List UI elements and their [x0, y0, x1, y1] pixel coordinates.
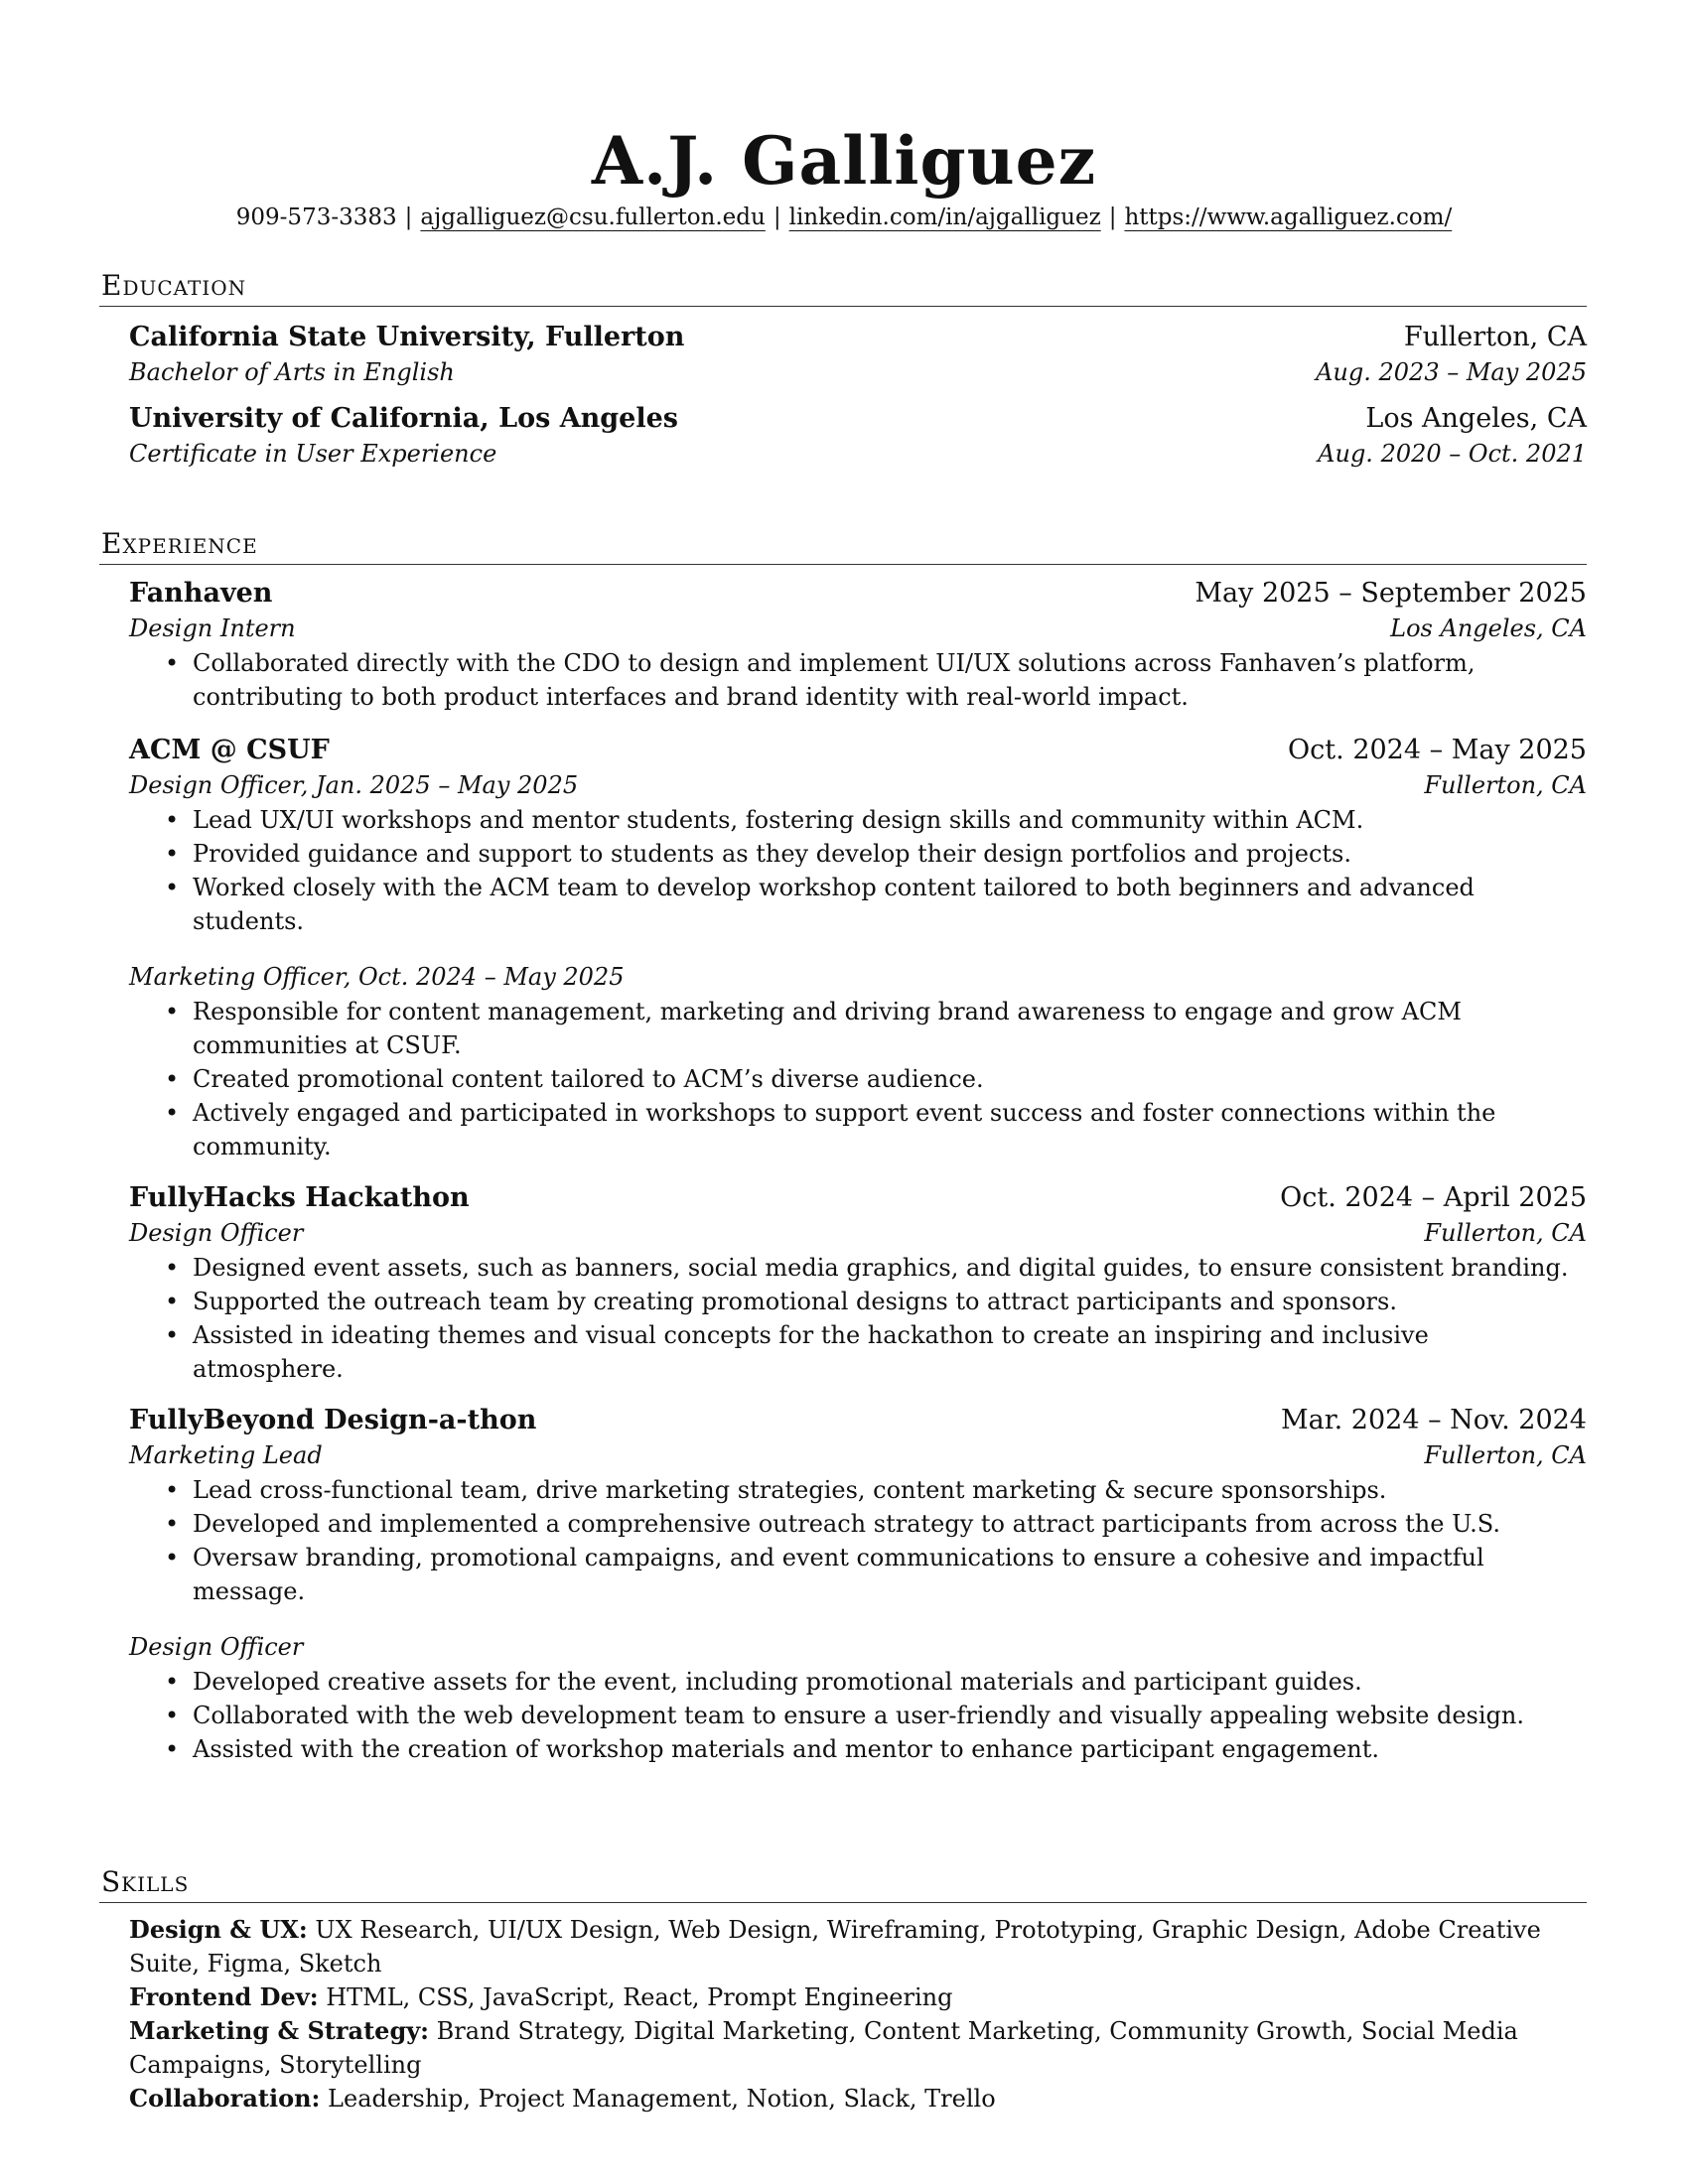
education-heading: Education: [99, 268, 1587, 307]
job-subrole: Design Officer: [129, 1633, 304, 1661]
job-dates: May 2025 – September 2025: [1195, 578, 1587, 609]
contact-separator: |: [773, 205, 781, 230]
bullet-item: • Designed event assets, such as banners, social media graphics, and digital guides, to ensure consistent branding.: [165, 1251, 1587, 1285]
experience-section: [99, 526, 1587, 1766]
education-entry: [129, 319, 1587, 390]
bullet-item: • Created promotional content tailored to ACM’s diverse audience.: [165, 1062, 1587, 1096]
skill-text: UX Research, UI/UX Design, Web Design, Wireframing, Prototyping, Graphic Design, Adobe Creative Suite, Figma, Sketch: [129, 1916, 1541, 1978]
job-dates: Oct. 2024 – May 2025: [1288, 735, 1587, 765]
job-location: Los Angeles, CA: [1390, 614, 1587, 642]
job-role: Marketing Lead: [129, 1441, 323, 1469]
job-role: Design Officer: [129, 1219, 304, 1247]
skill-line: [129, 1913, 1587, 1980]
bullet-item: • Responsible for content management, marketing and driving brand awareness to engage and grow ACM communities at CSUF.: [165, 995, 1587, 1062]
education-dates: Aug. 2020 – Oct. 2021: [1318, 440, 1587, 468]
skill-line: [129, 2082, 1587, 2116]
degree: Certificate in User Experience: [129, 440, 497, 468]
job-location: Fullerton, CA: [1424, 771, 1587, 799]
bullet-item: • Oversaw branding, promotional campaigns, and event communications to ensure a cohesive and impactful message.: [165, 1541, 1587, 1608]
school-name: University of California, Los Angeles: [129, 403, 678, 434]
bullet-item: • Assisted in ideating themes and visual concepts for the hackathon to create an inspiring and inclusive atmosphere.: [165, 1318, 1587, 1386]
contact-separator: |: [1108, 205, 1117, 230]
bullet-item: • Supported the outreach team by creating promotional designs to attract participants and sponsors.: [165, 1285, 1587, 1318]
experience-heading: Experience: [99, 526, 1587, 565]
skill-label: Collaboration:: [129, 2084, 321, 2113]
bullet-item: • Collaborated directly with the CDO to design and implement UI/UX solutions across Fanhaven’s platform, contributing to both product interfaces and brand identity with real-world impact.: [165, 646, 1587, 714]
job-entry: [129, 1179, 1587, 1386]
skill-line: [129, 2014, 1587, 2082]
job-role: Design Officer, Jan. 2025 – May 2025: [129, 771, 579, 799]
bullet-item: • Lead UX/UI workshops and mentor students, fostering design skills and community within ACM.: [165, 803, 1587, 837]
email-link[interactable]: ajgalliguez@csu.fullerton.edu: [420, 205, 766, 230]
job-organization: Fanhaven: [129, 578, 273, 609]
job-organization: ACM @ CSUF: [129, 735, 330, 765]
contact-separator: |: [404, 205, 413, 230]
skill-text: HTML, CSS, JavaScript, React, Prompt Engineering: [326, 1983, 953, 2011]
school-name: California State University, Fullerton: [129, 322, 685, 352]
education-dates: Aug. 2023 – May 2025: [1316, 358, 1587, 386]
bullet-item: • Lead cross-functional team, drive marketing strategies, content marketing & secure sponsorships.: [165, 1473, 1587, 1507]
education-section: [99, 268, 1587, 472]
job-role: Design Intern: [129, 614, 296, 642]
phone-number: 909-573-3383: [235, 205, 397, 230]
bullet-item: • Provided guidance and support to students as they develop their design portfolios and projects.: [165, 837, 1587, 871]
linkedin-link[interactable]: linkedin.com/in/ajgalliguez: [788, 205, 1101, 230]
job-entry: [129, 732, 1587, 1163]
job-location: Fullerton, CA: [1424, 1219, 1587, 1247]
skill-text: Leadership, Project Management, Notion, Slack, Trello: [328, 2085, 996, 2113]
school-location: Fullerton, CA: [1403, 322, 1587, 352]
bullet-item: • Developed and implemented a comprehensive outreach strategy to attract participants from across the U.S.: [165, 1507, 1587, 1541]
bullet-item: • Collaborated with the web development team to ensure a user-friendly and visually appealing website design.: [165, 1699, 1587, 1732]
bullet-item: • Actively engaged and participated in workshops to support event success and foster connections within the community.: [165, 1096, 1587, 1163]
job-organization: FullyBeyond Design-a-thon: [129, 1405, 537, 1435]
skill-line: [129, 1980, 1587, 2014]
resume-name: A.J. Galliguez: [591, 122, 1097, 200]
school-location: Los Angeles, CA: [1365, 403, 1587, 434]
job-dates: Oct. 2024 – April 2025: [1280, 1182, 1587, 1213]
skill-label: Marketing & Strategy:: [129, 2016, 430, 2045]
subrole-bullets: [129, 995, 1587, 1163]
bullet-item: • Developed creative assets for the event, including promotional materials and participant guides.: [165, 1665, 1587, 1699]
skill-label: Frontend Dev:: [129, 1982, 319, 2011]
job-bullets: [129, 1473, 1587, 1608]
skills-section: [99, 1864, 1587, 2116]
skill-text: Brand Strategy, Digital Marketing, Content Marketing, Community Growth, Social Media Campaigns, Storytelling: [129, 2017, 1518, 2079]
education-entry: [129, 400, 1587, 472]
contact-line: [0, 203, 1688, 232]
job-subrole: Marketing Officer, Oct. 2024 – May 2025: [129, 963, 625, 991]
job-bullets: [129, 646, 1587, 714]
skills-heading: Skills: [99, 1864, 1587, 1903]
website-link[interactable]: https://www.agalliguez.com/: [1124, 205, 1453, 230]
job-dates: Mar. 2024 – Nov. 2024: [1280, 1405, 1587, 1435]
job-location: Fullerton, CA: [1424, 1441, 1587, 1469]
subrole-bullets: [129, 1665, 1587, 1766]
job-entry: [129, 1402, 1587, 1766]
job-organization: FullyHacks Hackathon: [129, 1182, 470, 1213]
job-bullets: [129, 803, 1587, 938]
bullet-item: • Worked closely with the ACM team to develop workshop content tailored to both beginners and advanced students.: [165, 871, 1587, 938]
bullet-item: • Assisted with the creation of workshop materials and mentor to enhance participant engagement.: [165, 1732, 1587, 1766]
degree: Bachelor of Arts in English: [129, 358, 455, 386]
job-bullets: [129, 1251, 1587, 1386]
job-entry: [129, 575, 1587, 714]
skill-label: Design & UX:: [129, 1915, 308, 1944]
